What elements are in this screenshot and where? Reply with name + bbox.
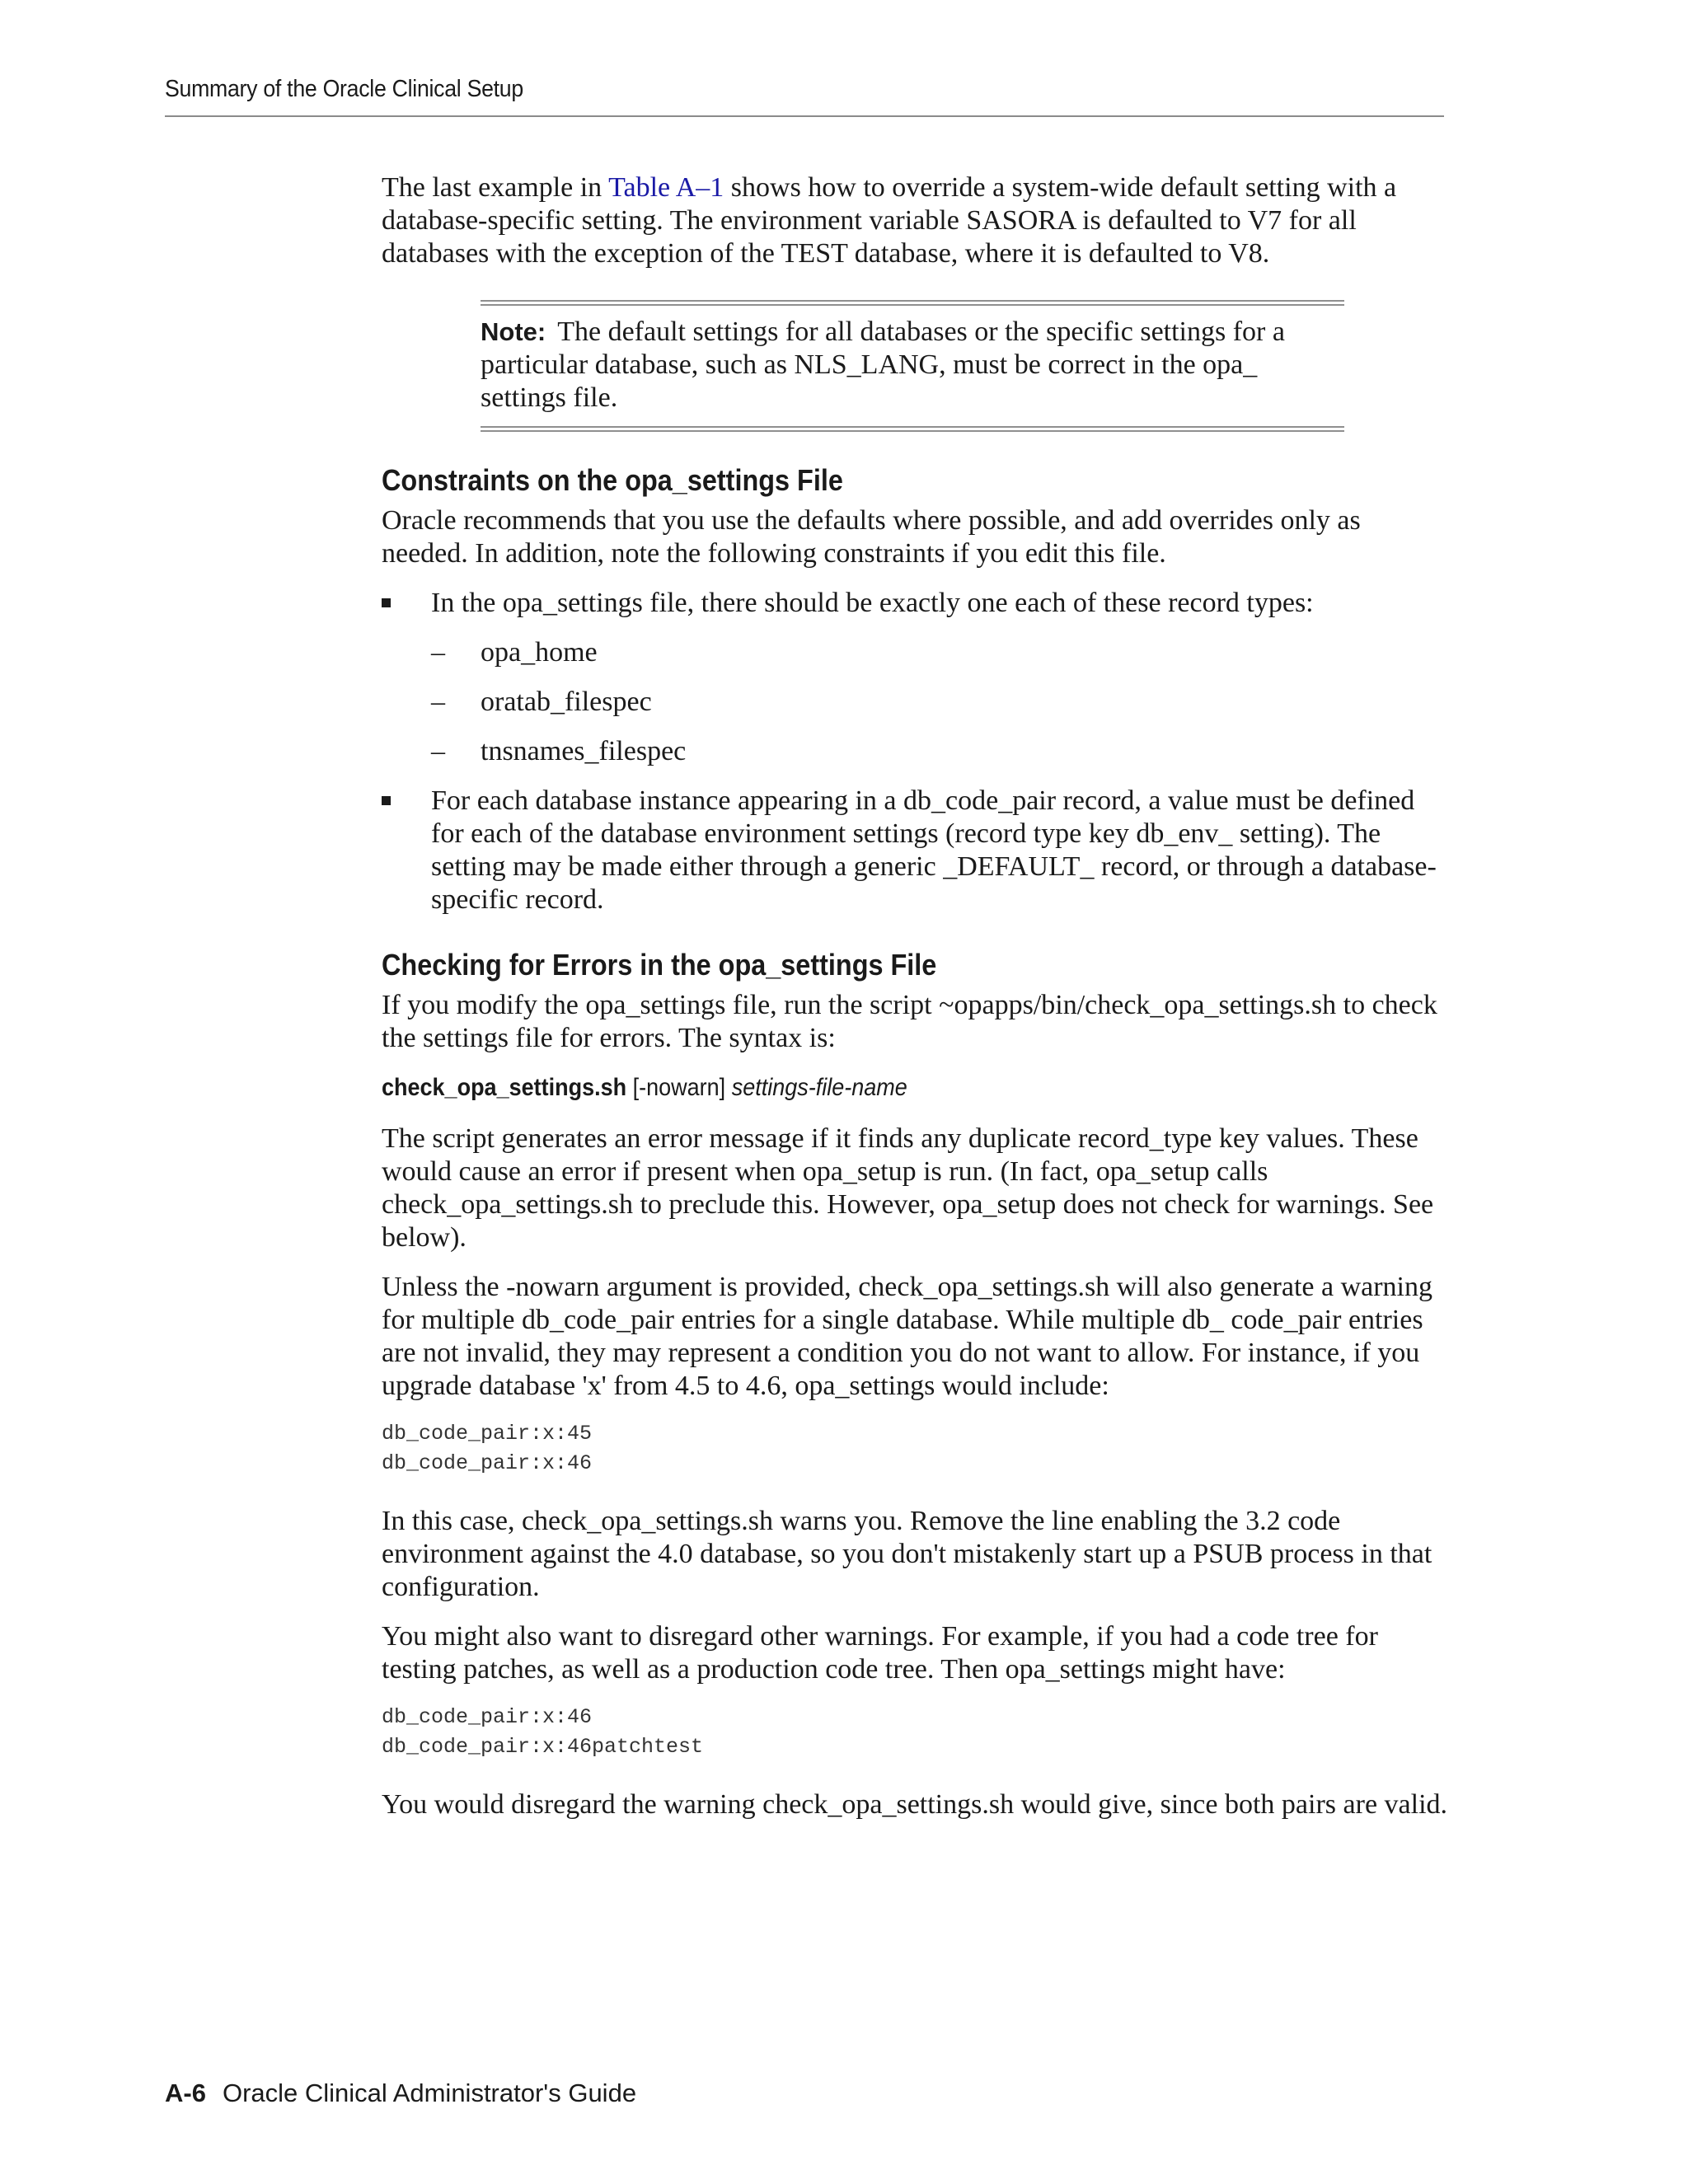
page-footer [165,2079,636,2108]
syntax-argument: settings-file-name [731,1074,907,1101]
bullet-text: In the opa_settings file, there should be exactly one each of these record types: [431,588,1314,618]
syntax-line [382,1071,1346,1104]
record-types-list [431,636,1453,768]
dash-icon: – [431,687,445,717]
note-label: Note: [481,317,546,346]
syntax-command: check_opa_settings.sh [382,1074,627,1101]
note-bottom-rule [481,426,1344,432]
dash-icon: – [431,736,445,766]
code-line: db_code_pair:x:46 [382,1451,593,1475]
constraints-heading: Constraints on the opa_settings File [382,463,843,497]
errors-paragraph-1: If you modify the opa_settings file, run the script ~opapps/bin/check_opa_settings.sh to check the settings file for errors. The syntax is: [382,990,1437,1053]
constraints-list [382,587,1453,916]
record-type-oratab-filespec: oratab_filespec [481,687,652,717]
note-text: The default settings for all databases or the specific settings for a particular database, such as NLS_LANG, must be correct in the opa_ settings file. [481,316,1285,413]
code-line: db_code_pair:x:46 [382,1705,593,1729]
record-type-opa-home: opa_home [481,637,598,668]
square-bullet-icon [382,796,391,805]
errors-paragraph-6: You would disregard the warning check_opa_settings.sh would give, since both pairs are valid. [382,1789,1448,1820]
errors-heading: Checking for Errors in the opa_settings File [382,948,937,982]
errors-paragraph-3: Unless the -nowarn argument is provided, check_opa_settings.sh will also generate a warning for multiple db_code_pair entries for a single database. While multiple db_ code_pair entries are not invalid, they may represent a condition you do not want to allow. For instance, if you upgrade database 'x' from 4.5 to 4.6, opa_settings would include: [382,1272,1432,1401]
list-item [382,587,1453,768]
intro-paragraph [382,171,1453,270]
errors-paragraph-4: In this case, check_opa_settings.sh warns you. Remove the line enabling the 3.2 code environment against the 4.0 database, so you don't mistakenly start up a PSUB process in that configuration. [382,1506,1432,1602]
intro-text-before-link: The last example in [382,172,609,203]
errors-paragraph-2: The script generates an error message if it finds any duplicate record_type key values. These would cause an error if present when opa_setup is run. (In fact, opa_setup calls check_opa_settings.sh to preclude this. However, opa_setup does not check for warnings. See below). [382,1123,1434,1253]
record-type-tnsnames-filespec: tnsnames_filespec [481,736,687,766]
intro-text-after-link: shows how to override a system-wide default setting with a database-specific setting. The environment variable SASORA is defaulted to V7 for all databases with the exception of the TEST database, where it is defaulted to V8. [382,172,1397,269]
running-header: Summary of the Oracle Clinical Setup [165,76,523,102]
code-line: db_code_pair:x:46patchtest [382,1735,704,1759]
note-top-rule [481,300,1344,306]
list-item [431,686,1453,719]
header-rule [165,115,1444,117]
bullet-text: For each database instance appearing in a db_code_pair record, a value must be defined for each of the database environment settings (record type key db_env_ setting). The setting may be made either through a generic _DEFAULT_ record, or through a database-specific record. [431,785,1437,915]
list-item [431,636,1453,669]
book-title: Oracle Clinical Administrator's Guide [222,2079,637,2107]
page-content [382,171,1453,1838]
code-example-2 [382,1703,1453,1762]
list-item [382,785,1453,916]
square-bullet-icon [382,598,391,607]
page-number: A-6 [165,2079,206,2107]
note-box [481,300,1344,432]
constraints-intro: Oracle recommends that you use the defaults where possible, and add overrides only as needed. In addition, note the following constraints if you edit this file. [382,505,1361,569]
note-body [481,306,1344,426]
syntax-option: [-nowarn] [626,1074,732,1101]
list-item [431,735,1453,768]
table-a1-link[interactable]: Table A–1 [608,172,724,203]
code-line: db_code_pair:x:45 [382,1422,593,1446]
dash-icon: – [431,637,445,668]
errors-paragraph-5: You might also want to disregard other warnings. For example, if you had a code tree for testing patches, as well as a production code tree. Then opa_settings might have: [382,1621,1378,1685]
code-example-1 [382,1419,1453,1479]
